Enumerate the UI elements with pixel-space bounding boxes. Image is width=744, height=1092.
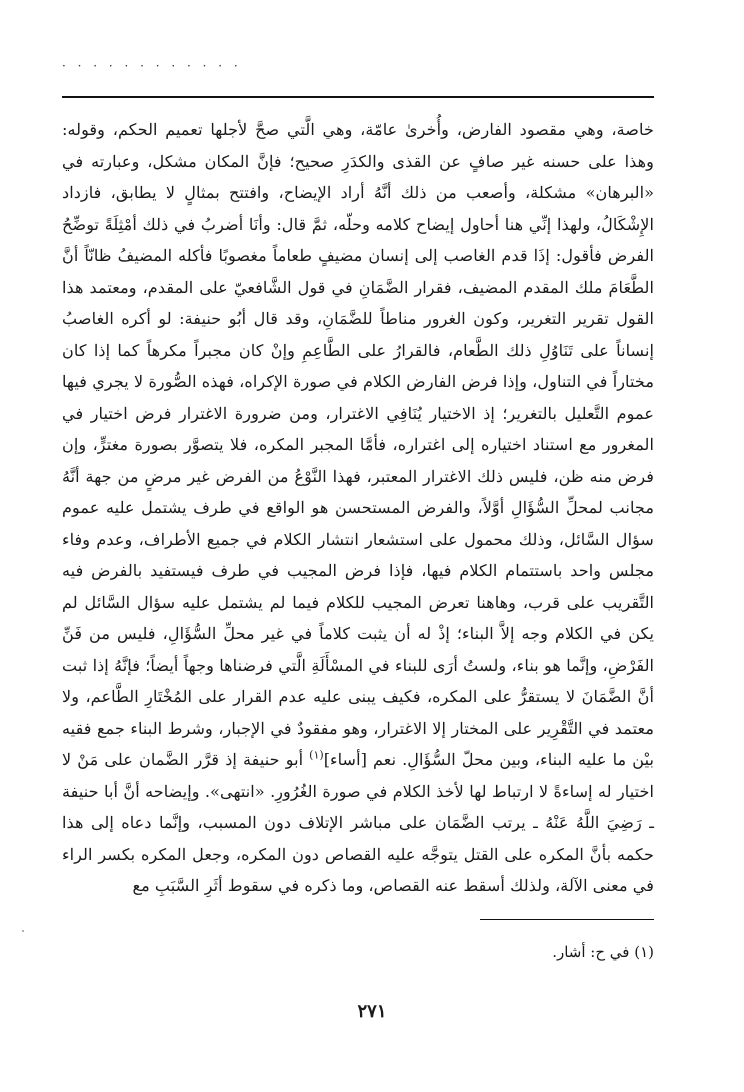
main-text-part-1: خاصة، وهي مقصود الفارض، وأُخرىٰ عامّة، وهي الَّتي صحَّ لأجلها تعميم الحكم، وقوله: وهذا على حسنه غير صافٍ عن القذى والكدَرِ صحيح؛ فإنَّ المكان مشكل، وعبارته في «البرهان» مشكلة، وأصعب من ذلك أنَّهُ أراد الإيضاح، وافتتح بمثالٍ لا يطابق، فازداد الإِشْكَالُ، ولهذا إنِّي هنا أحاول إيضاح كلامه وحلّه، ثمَّ قال: وأنَا أضربُ في ذلك أمْثِلَةً توضِّحُ الفرض فأقول: إذَا قدم الغاصب إلى إنسان مضيفٍ طعاماً مغصوبًا فأكله المضيفُ ظانّاً أنَّ الطَّعَامَ ملك المقدم المضيف، فقرار الضَّمَانِ في قول الشَّافعيّ على المقدم، ومعتمد هذا القول تقرير التغرير، وكون الغرور مناطاً للضَّمَانِ، وقد قال أبُو حنيفة: لو أكره الغاصبُ إنساناً على تَنَاوُلِ ذلك الطَّعام، فالقرارُ على الطَّاعِمِ وإنْ كان مجبراً مكرهاً كما إذا كان مختاراً في التناول، وإذا فرض الفارض الكلام في صورة الإكراه، فهذه الصُّورة لا يجري فيها عموم التَّعليل بالتغرير؛ إذ الاختيار يُنَافِي الاغترار، ومن ضرورة الاغترار فرض اختيار في المغرور مع استناد اختياره إلى اغتراره، فأمَّا المجبر المكره، فلا يتصوَّر بصورة مغترٍّ، وإن فرض منه ظن، فليس ذلك الاغترار المعتبر، فهذا النَّوْعُ من الفرض غير مرضٍ من جهة أنَّهُ مجانب لمحلِّ السُّؤَالِ أوَّلاً، والفرض المستحسن هو الواقع في طرف يشتمل عليه عموم سؤال السَّائل، وذلك محمول على استشعار انتشار الكلام في جميع الأطراف، وعدم وفاء مجلس واحد باستتمام الكلام فيها، فإذا فرض المجيب في طرف فيستفيد بالفرض فيه التَّقريب على قرب، وهاهنا تعرض المجيب للكلام فيما لم يشتمل عليه سؤال السَّائل لم يكن في الكلام وجه إلاَّ البناء؛ إذْ له أن يثبت كلاماً في غير محلِّ السُّؤَالِ، فليس من فَنِّ الفَرْضِ، وإنَّما هو بناء، ولستُ أرَى للبناء في المسْأَلَةِ الَّتي فرضناها وجهاً أيضاً؛ فإنَّهُ إذا ثبت أنَّ الضَّمَانَ لا يستقرُّ على المكره، فكيف يبنى عليه عدم القرار على المُخْتَارِ الطَّاعم، ولا معتمد في التَّقْرِير على المختار إلا الاغترار، وهو مفقودٌ في الإجبار، وشرط البناء جمع فقيه بيْن ما عليه البناء، وبين محلّ السُّؤَالِ. نعم [أساء] <box>62 120 654 769</box>
main-text <box>62 114 654 902</box>
page-number: ٢٧١ <box>357 1001 387 1022</box>
header-dots: · · · · · · · · · · · · <box>62 59 242 73</box>
footnote-reference[interactable]: (١) <box>309 748 324 762</box>
header-rule <box>62 96 654 98</box>
main-text-part-2: أبو حنيفة إذ قرَّر الضَّمان على مَنْ لا اختيار له إساءةً لا ارتباط لها لأخذ الكلام في صورة الغُرُورِ. «انتهى». وإيضاحه أنَّ أبا حنيفة ـ رَضِيَ اللَّهُ عَنْهُ ـ يرتب الضَّمَان على مباشر الإتلاف دون المسبب، وإنَّما دعاه إلى هذا حكمه بأنَّ المكره على القتل يتوجَّه عليه القصاص دون المكره، وجعل المكره بكسر الراء في معنى الآلة، ولذلك أسقط عنه القصاص، وما ذكره في سقوط أثَرِ السَّبَبِ مع <box>62 750 654 895</box>
scan-speck <box>22 930 24 932</box>
footnote: (١) في ح: أشار. <box>552 943 654 961</box>
main-paragraph <box>62 114 654 902</box>
footnote-separator <box>480 919 654 920</box>
